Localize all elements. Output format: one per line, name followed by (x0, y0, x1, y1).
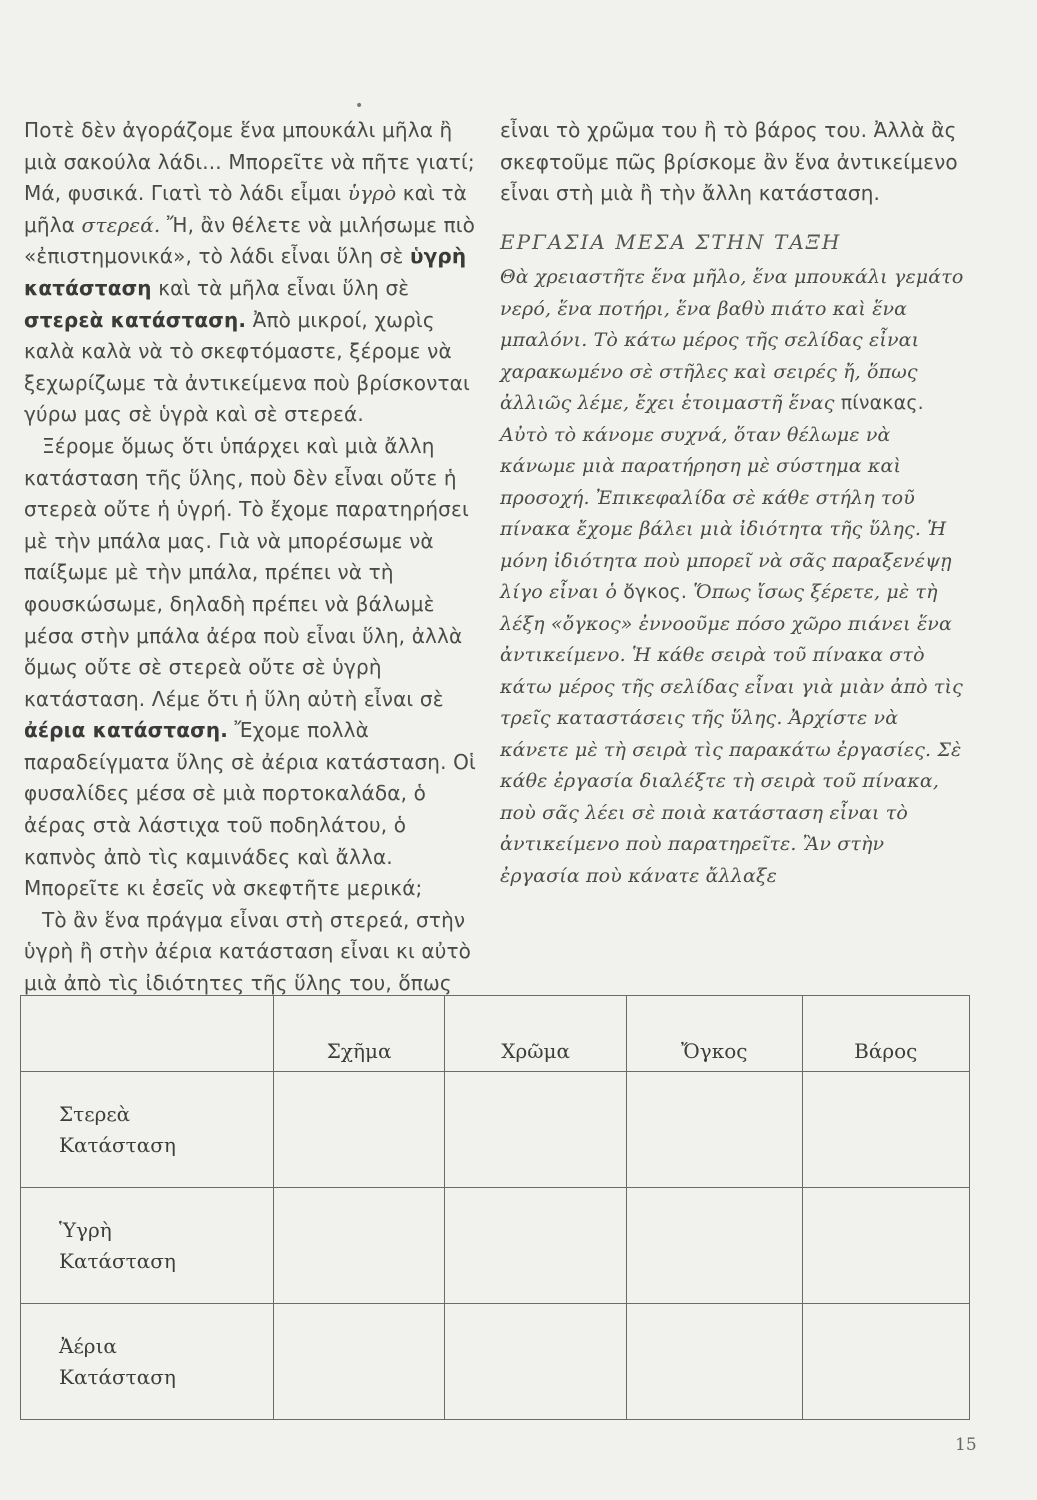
table-cell[interactable] (445, 1188, 627, 1304)
term-gas-state: ἀέρια κατάσταση. (24, 718, 229, 743)
table-cell[interactable] (274, 1304, 445, 1420)
column-header-volume: Ὄγκος (626, 996, 802, 1072)
paragraph-property: Τὸ ἂν ἕνα πράγμα εἶναι στὴ στερεά, στὴν ὑγρὴ ἢ στὴν ἀέρια κατάσταση εἶναι κι αὐτὸ μιὰ ἀπὸ τὶς ἰδιότητες τῆς ὕλης του, ὅπως (24, 907, 472, 996)
row-label-liquid: Ὑγρὴ Κατάσταση (21, 1188, 274, 1304)
table-cell[interactable] (626, 1304, 802, 1420)
column-header-color: Χρῶμα (445, 996, 627, 1072)
table-row-liquid (21, 1188, 970, 1304)
section-heading: ΕΡΓΑΣΙΑ ΜΕΣΑ ΣΤΗΝ ΤΑΞΗ (500, 229, 842, 254)
right-column (500, 115, 970, 892)
table-cell[interactable] (626, 1188, 802, 1304)
term-solid-state: στερεὰ κατάσταση. (24, 307, 247, 332)
column-header-weight: Βάρος (802, 996, 969, 1072)
table-cell[interactable] (274, 1188, 445, 1304)
table-cell[interactable] (802, 1304, 969, 1420)
table-row-gas (21, 1304, 970, 1420)
observation-table (20, 995, 970, 1420)
table-cell[interactable] (626, 1072, 802, 1188)
table-cell[interactable] (802, 1072, 969, 1188)
table-cell[interactable] (274, 1072, 445, 1188)
row-label-gas: Ἀέρια Κατάσταση (21, 1304, 274, 1420)
page-number: 15 (955, 1435, 977, 1455)
table-row-solid (21, 1072, 970, 1188)
paragraph-states-intro: Ποτὲ δὲν ἀγοράζομε ἕνα μπουκάλι μῆλα ἢ μιὰ σακούλα λάδι... Μπορεῖτε νὰ πῆτε γιατί; Μά, φυσικά. Γιατὶ τὸ λάδι εἶμαι ὑγρὸ καὶ τὰ μῆλα στερεά. Ἤ, ἂν θέλετε νὰ μιλήσωμε πιὸ «ἐπιστημονικά», τὸ λάδι εἶναι ὕλη σὲ ὑγρὴ κατάσταση καὶ τὰ μῆλα εἶναι ὕλη σὲ στερεὰ κατάσταση. Ἀπὸ μικροί, χωρὶς καλὰ καλὰ νὰ τὸ σκεφτόμαστε, ξέρομε νὰ ξεχωρίζωμε τὰ ἀντικείμενα ποὺ βρίσκονται γύρω μας σὲ ὑγρὰ καὶ σὲ στερεά. (24, 118, 476, 427)
row-label-solid: Στερεὰ Κατάσταση (21, 1072, 274, 1188)
table-cell[interactable] (445, 1072, 627, 1188)
table-cell[interactable] (445, 1304, 627, 1420)
left-column (24, 115, 476, 1000)
table-header-row (21, 996, 970, 1072)
exercise-instructions: Θὰ χρειαστῆτε ἕνα μῆλο, ἕνα μπουκάλι γεμάτο νερό, ἕνα ποτήρι, ἕνα βαθὺ πιάτο καὶ ἕνα μπαλόνι. Τὸ κάτω μέρος τῆς σελίδας εἶναι χαρακωμένο σὲ στῆλες καὶ σειρές ἤ, ὅπως ἀλλιῶς λέμε, ἔχει ἑτοιμαστῆ ἕνας πίνακας. Αὐτὸ τὸ κάνομε συχνά, ὅταν θέλωμε νὰ κάνωμε μιὰ παρατήρηση μὲ σύστημα καὶ προσοχή. Ἐπικεφαλίδα σὲ κάθε στήλη τοῦ πίνακα ἔχομε βάλει μιὰ ἰδιότητα τῆς ὕλης. Ἡ μόνη ἰδιότητα ποὺ μπορεῖ νὰ σᾶς παραξενέψῃ λίγο εἶναι ὁ ὄγκος. Ὅπως ἴσως ξέρετε, μὲ τὴ λέξη «ὄγκος» ἐννοοῦμε πόσο χῶρο πιάνει ἕνα ἀντικείμενο. Ἡ κάθε σειρὰ τοῦ πίνακα στὸ κάτω μέρος τῆς σελίδας εἶναι γιὰ μιὰν ἀπὸ τὶς τρεῖς καταστάσεις τῆς ὕλης. Ἀρχίστε νὰ κάνετε μὲ τὴ σειρὰ τὶς παρακάτω ἐργασίες. Σὲ κάθε ἐργασία διαλέξτε τὴ σειρὰ τοῦ πίνακα, ποὺ σᾶς λέει σὲ ποιὰ κατάσταση εἶναι τὸ ἀντικείμενο ποὺ παρατηρεῖτε. Ἂν στὴν ἐργασία ποὺ κάνατε ἄλλαξε (500, 266, 964, 887)
table-cell[interactable] (802, 1188, 969, 1304)
speck: • (355, 98, 364, 114)
paragraph-gas-state: Ξέρομε ὅμως ὅτι ὑπάρχει καὶ μιὰ ἄλλη κατάσταση τῆς ὕλης, ποὺ δὲν εἶναι οὔτε ἡ στερεὰ οὔτε ἡ ὑγρή. Τὸ ἔχομε παρατηρήσει μὲ τὴν μπάλα μας. Γιὰ νὰ μπορέσωμε νὰ παίξωμε μὲ τὴν μπάλα, πρέπει νὰ τὴ φουσκώσωμε, δηλαδὴ πρέπει νὰ βάλωμὲ μέσα στὴν μπάλα ἀέρα ποὺ εἶναι ὕλη, ἀλλὰ ὅμως οὔτε σὲ στερεὰ οὔτε σὲ ὑγρὴ κατάσταση. Λέμε ὅτι ἡ ὕλη αὐτὴ εἶναι σὲ ἀέρια κατάσταση. Ἔχομε πολλὰ παραδείγματα ὕλης σὲ ἀέρια κατάσταση. Οἱ φυσαλίδες μέσα σὲ μιὰ πορτοκαλάδα, ὁ ἀέρας στὰ λάστιχα τοῦ ποδηλάτου, ὁ καπνὸς ἀπὸ τὶς καμινάδες καὶ ἄλλα. Μπορεῖτε κι ἐσεῖς νὰ σκεφτῆτε μερικά; (24, 433, 476, 901)
column-header-shape: Σχῆμα (274, 996, 445, 1072)
term-liquid-state: ὑγρὴ κατάσταση (24, 244, 467, 300)
paragraph-continuation: εἶναι τὸ χρῶμα του ἢ τὸ βάρος του. Ἀλλὰ ἂς σκεφτοῦμε πῶς βρίσκομε ἂν ἕνα ἀντικείμενο εἶναι στὴ μιὰ ἢ τὴν ἄλλη κατάσταση. (500, 118, 958, 206)
table-corner-cell (21, 996, 274, 1072)
